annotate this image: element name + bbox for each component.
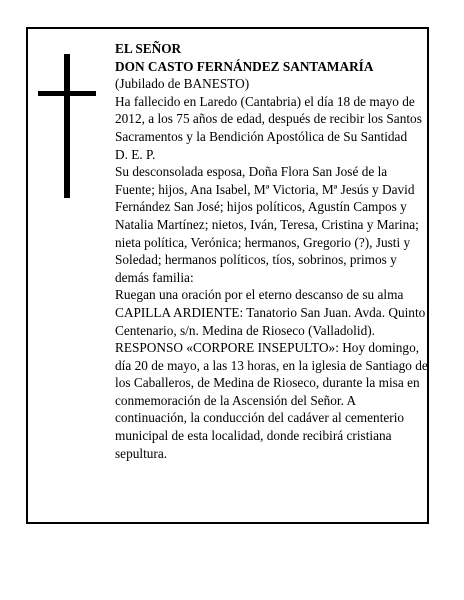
cross-vertical-bar [64, 54, 70, 198]
cross-icon [38, 54, 96, 198]
family-members: Su desconsolada esposa, Doña Flora San José de la Fuente; hijos, Ana Isabel, Mª Victoria, Mª Jesús y David Fernández San José; hijos políticos, Agustín Campos y Natalia Martínez; nietos, Iván, Teresa, Cristina y Marina; nieta política, Verónica; hermanos, Gregorio (?), Justi y Soledad; hermanos políticos, tíos, sobrinos, primos y demás familia: [115, 164, 419, 285]
notice-heading: EL SEÑOR [115, 41, 182, 56]
prayer-request: Ruegan una oración por el eterno descanso de su alma [115, 287, 404, 303]
responsory-info: RESPONSO «CORPORE INSEPULTO»: Hoy domingo, día 20 de mayo, a las 13 horas, en la iglesia de Santiago de los Caballeros, de Medina de Rioseco, durante la misa en conmemoración de la Ascensión del Señor. A continuación, la conducción del cadáver al cementerio municipal de esta localidad, donde recibirá cristiana sepultura. [115, 340, 428, 461]
deceased-subtitle: (Jubilado de BANESTO) [115, 76, 250, 92]
death-announcement: Ha fallecido en Laredo (Cantabria) el día 18 de mayo de 2012, a los 75 años de edad, después de recibir los Santos Sacramentos y la Bendición Apostólica de Su Santidad [115, 93, 422, 144]
funeral-chapel-info: CAPILLA ARDIENTE: Tanatorio San Juan. Avda. Quinto Centenario, s/n. Medina de Rioseco (Valladolid). [115, 304, 426, 338]
deceased-name: DON CASTO FERNÁNDEZ SANTAMARÍA [115, 58, 374, 74]
obituary-text [115, 40, 430, 462]
rest-in-peace: D. E. P. [115, 146, 156, 162]
cross-horizontal-bar [38, 91, 96, 96]
